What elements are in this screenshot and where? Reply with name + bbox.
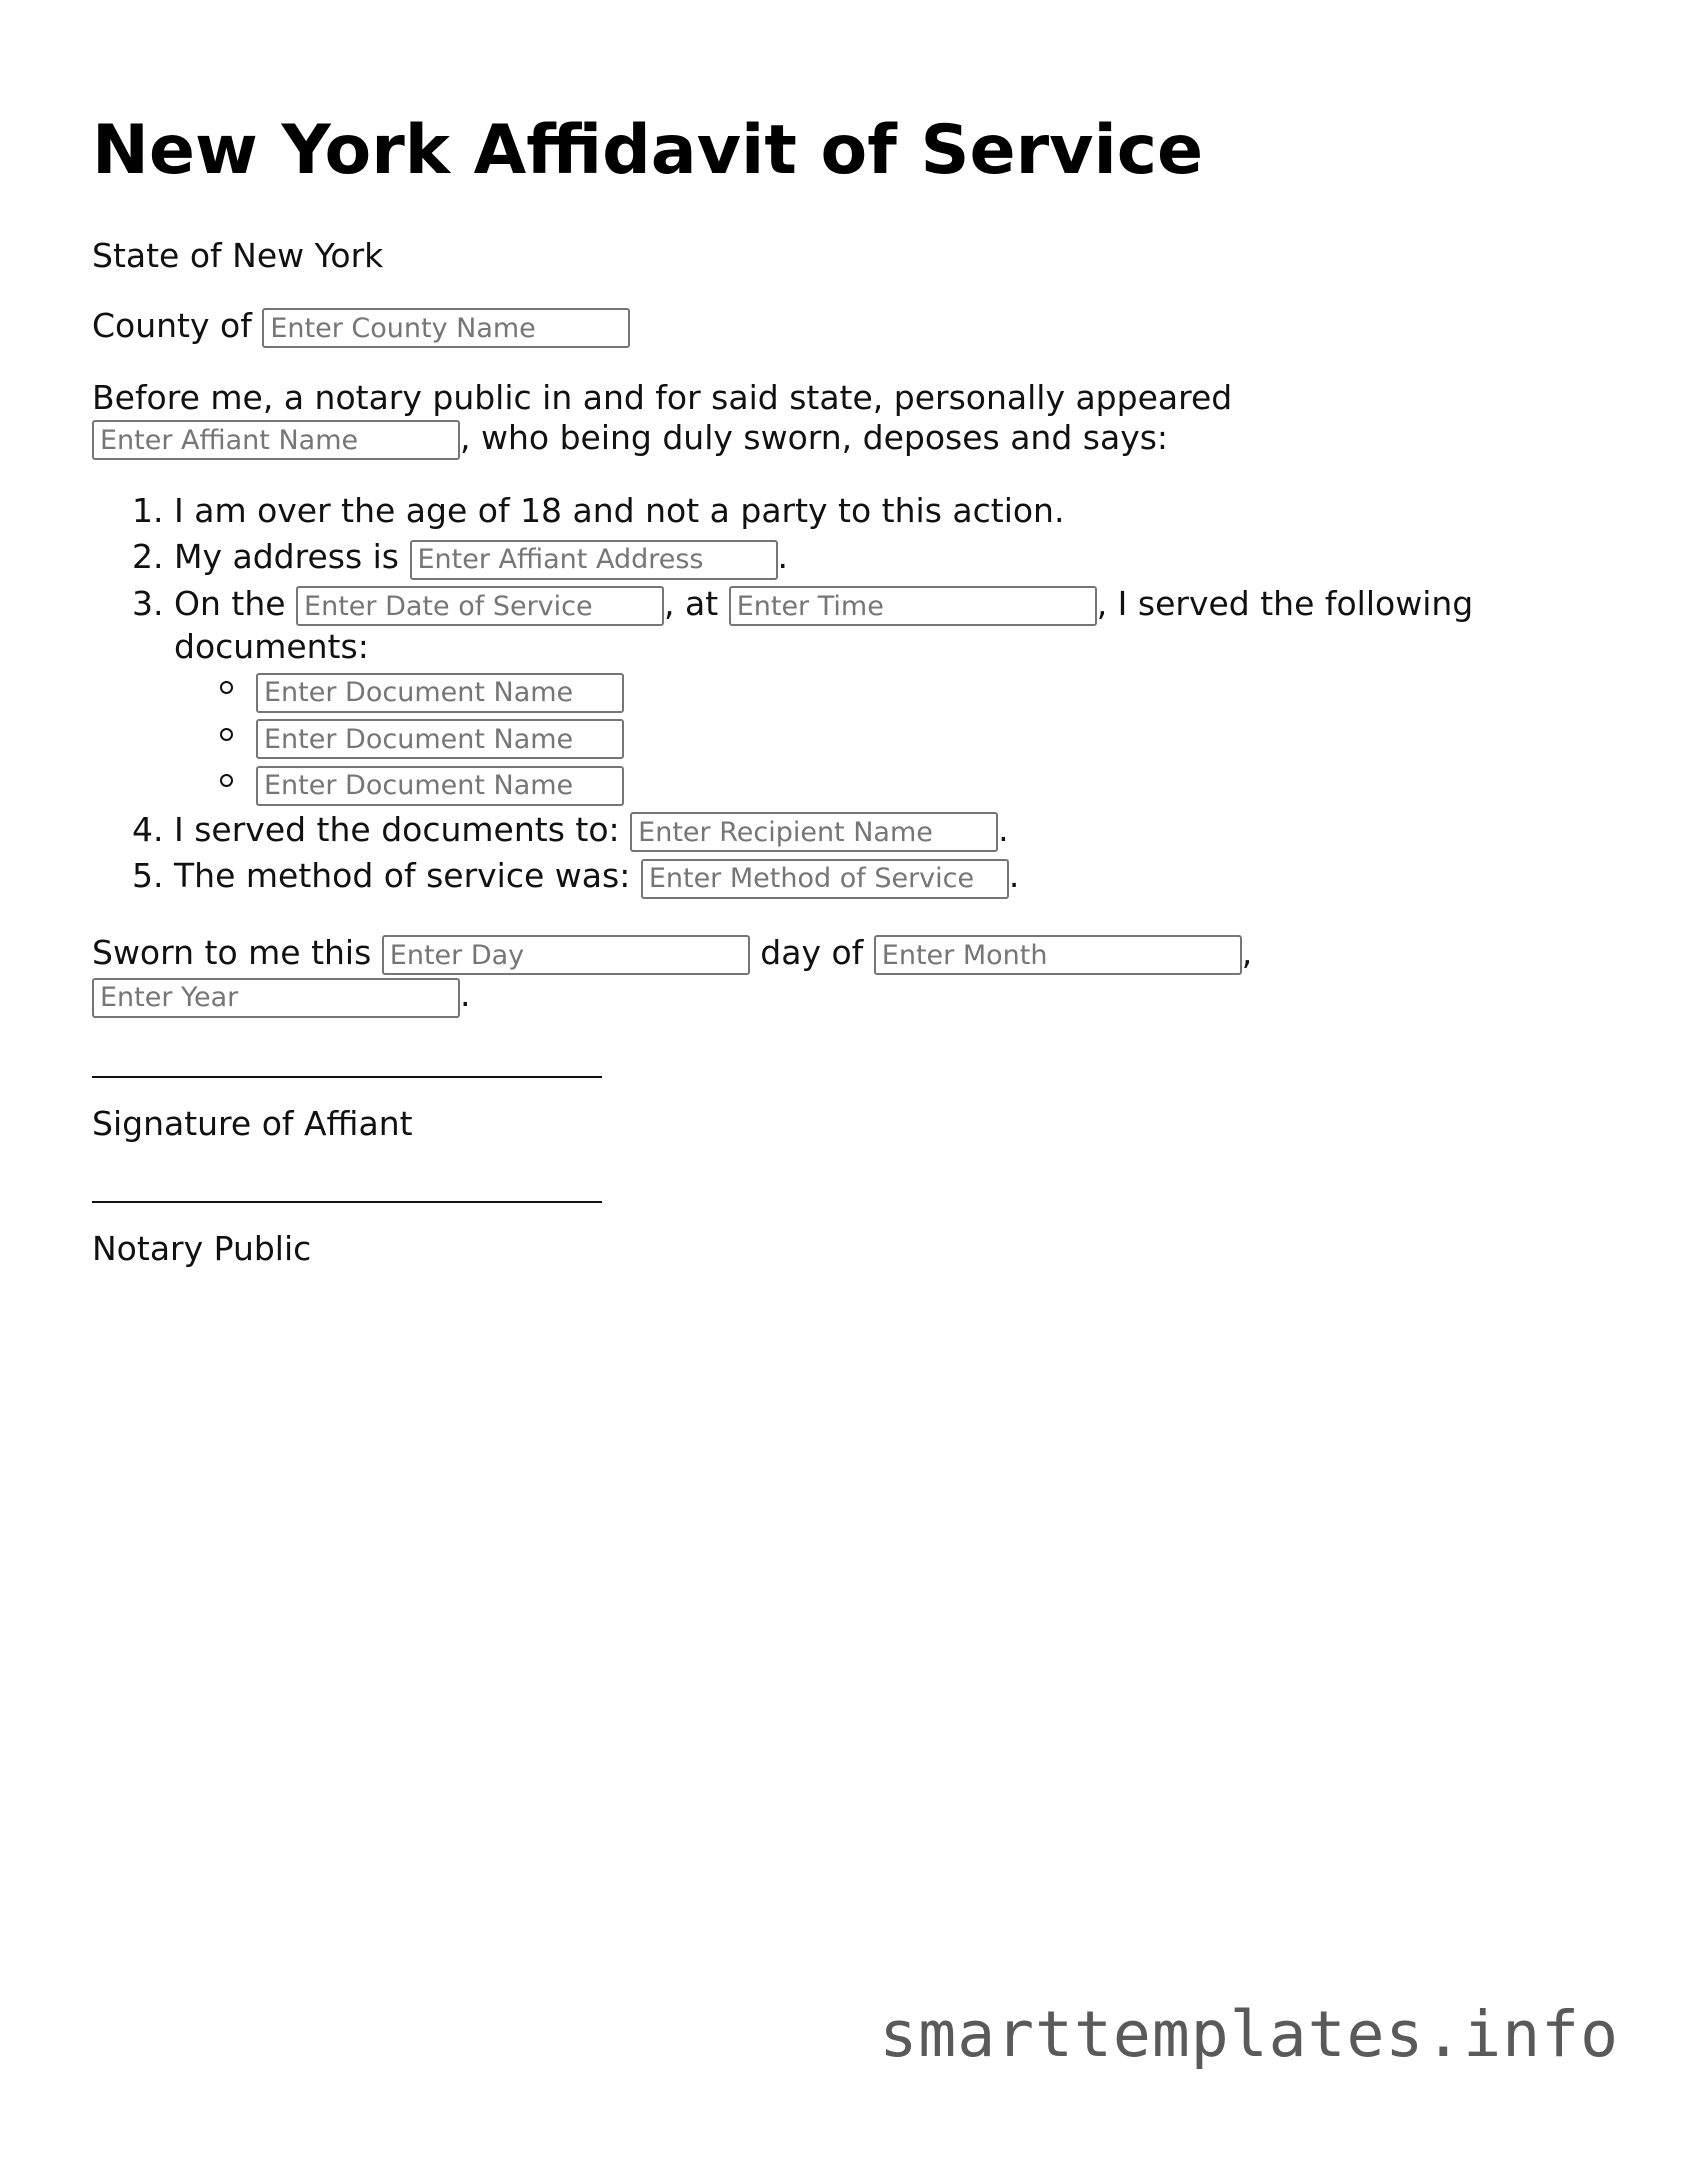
sworn-paragraph: [92, 933, 1632, 1018]
document-list: [174, 669, 1632, 806]
period: .: [777, 537, 788, 577]
statement-item-1-text: I am over the age of 18 and not a party to this action.: [174, 491, 1065, 531]
intro-paragraph: [92, 378, 1632, 460]
county-label: County of: [92, 305, 252, 345]
statement-list: [92, 490, 1632, 898]
statement-item-3: [174, 583, 1632, 806]
sworn-month-input[interactable]: [874, 935, 1242, 975]
statement-item-4-text: I served the documents to:: [174, 809, 620, 849]
document-name-input-3[interactable]: [256, 766, 624, 806]
period: .: [1008, 856, 1020, 896]
sworn-day-input[interactable]: [382, 935, 750, 975]
comma: ,: [1241, 932, 1253, 972]
affiant-name-input[interactable]: [92, 420, 460, 460]
state-line: State of New York: [92, 236, 384, 276]
sworn-year-input[interactable]: [92, 978, 460, 1018]
date-of-service-input[interactable]: [296, 586, 664, 626]
time-input[interactable]: [729, 586, 1097, 626]
affiant-address-input[interactable]: [410, 540, 778, 580]
document-name-input-2[interactable]: [256, 719, 624, 759]
document-name-input-1[interactable]: [256, 673, 624, 713]
statement-item-3-at: , at: [664, 583, 719, 623]
county-name-input[interactable]: [262, 308, 630, 348]
circle-bullet-icon: [220, 728, 233, 741]
county-line: [92, 306, 1632, 349]
statement-item-5-text: The method of service was:: [174, 856, 631, 896]
affiant-signature-label: Signature of Affiant: [92, 1103, 413, 1143]
watermark: smarttemplates.info: [879, 1998, 1619, 2071]
statement-item-2-text: My address is: [174, 537, 399, 577]
affidavit-document: [92, 112, 1632, 1269]
document-list-item: [256, 762, 1632, 806]
statement-item-1: [174, 490, 1632, 533]
statement-item-3-suffix: , I served the following documents:: [174, 583, 1474, 667]
sworn-prefix: Sworn to me this: [92, 932, 372, 972]
recipient-name-input[interactable]: [630, 812, 998, 852]
sworn-day-of: day of: [760, 932, 864, 972]
affiant-signature-line[interactable]: [92, 1076, 602, 1078]
page-title: New York Affidavit of Service: [92, 111, 1204, 190]
statement-item-4: [174, 809, 1632, 853]
notary-label: Notary Public: [92, 1229, 312, 1269]
period: .: [460, 975, 471, 1015]
statement-item-3-prefix: On the: [174, 583, 286, 623]
method-of-service-input[interactable]: [641, 859, 1009, 899]
intro-text: Before me, a notary public in and for said state, personally appeared: [92, 378, 1233, 418]
document-list-item: [256, 716, 1632, 760]
statement-item-5: [174, 855, 1632, 899]
period: .: [998, 809, 1009, 849]
circle-bullet-icon: [220, 681, 233, 694]
intro-suffix: , who being duly sworn, deposes and says:: [460, 417, 1169, 457]
document-list-item: [256, 669, 1632, 713]
circle-bullet-icon: [220, 774, 233, 787]
notary-signature-line[interactable]: [92, 1201, 602, 1203]
statement-item-2: [174, 536, 1632, 580]
